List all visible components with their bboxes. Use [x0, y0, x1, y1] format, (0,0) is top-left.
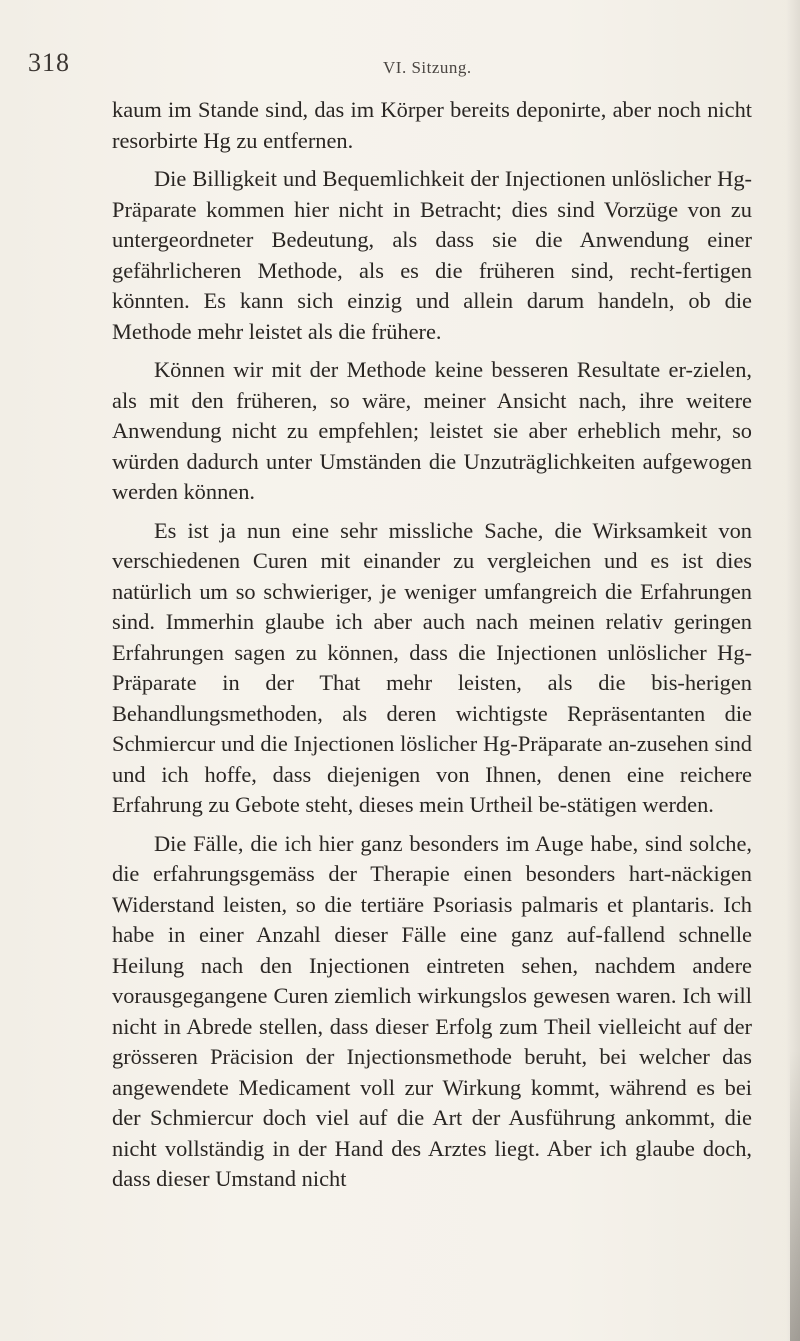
page-number: 318 — [28, 48, 70, 77]
paragraph-5: Die Fälle, die ich hier ganz besonders im Auge habe, sind solche, die erfahrungsgemäss der Therapie einen besonders hart-näckigen Widerstand leisten, so die tertiäre Psoriasis palmaris et plantaris. Ich habe in einer Anzahl dieser Fälle eine ganz auf-fallend schnelle Heilung nach den Injectionen eintreten sehen, nachdem andere vorausgegangene Curen ziemlich wirkungslos gewesen waren. Ich will nicht in Abrede stellen, dass dieser Erfolg zum Theil vielleicht auf der grösseren Präcision der Injectionsmethode beruht, bei welcher das angewendete Medicament voll zur Wirkung kommt, während es bei der Schmiercur doch viel auf die Art der Ausführung ankommt, die nicht vollständig in der Hand des Arztes liegt. Aber ich glaube doch, dass dieser Umstand nicht — [112, 830, 752, 1191]
paragraph-1: kaum im Stande sind, das im Körper bereits deponirte, aber noch nicht resorbirte Hg zu entfernen. — [112, 97, 752, 153]
running-head: VI. Sitzung. — [383, 58, 472, 77]
paragraph-3: Können wir mit der Methode keine besseren Resultate er-zielen, als mit den früheren, so wäre, meiner Ansicht nach, ihre weitere Anwendung nicht zu empfehlen; leistet sie aber erheblich mehr, so würden dadurch unter Umständen die Unzuträglichkeiten aufgewogen werden können. — [112, 357, 752, 504]
paragraph-4: Es ist ja nun eine sehr missliche Sache, die Wirksamkeit von verschiedenen Curen mit einander zu vergleichen und es ist dies natürlich um so schwieriger, je weniger umfangreich die Erfahrungen sind. Immerhin glaube ich aber auch nach meinen relativ geringen Erfahrungen sagen zu können, dass die Injectionen unlöslicher Hg-Präparate in der That mehr leisten, als die bis-herigen Behandlungsmethoden, als deren wichtigste Repräsentanten die Schmiercur und die Injectionen löslicher Hg-Präparate an-zusehen sind und ich hoffe, dass diejenigen von Ihnen, denen eine reichere Erfahrung zu Gebote steht, dieses mein Urtheil be-stätigen werden. — [112, 517, 752, 817]
body-text — [112, 95, 752, 1203]
page-edge-shadow-bottom — [790, 1050, 800, 1341]
paragraph-2: Die Billigkeit und Bequemlichkeit der Injectionen unlöslicher Hg-Präparate kommen hier nicht in Betracht; dies sind Vorzüge von zu untergeordneter Bedeutung, als dass sie die Anwendung einer gefährlicheren Methode, als es die früheren sind, recht-fertigen könnten. Es kann sich einzig und allein darum handeln, ob die Methode mehr leistet als die frühere. — [112, 166, 752, 344]
